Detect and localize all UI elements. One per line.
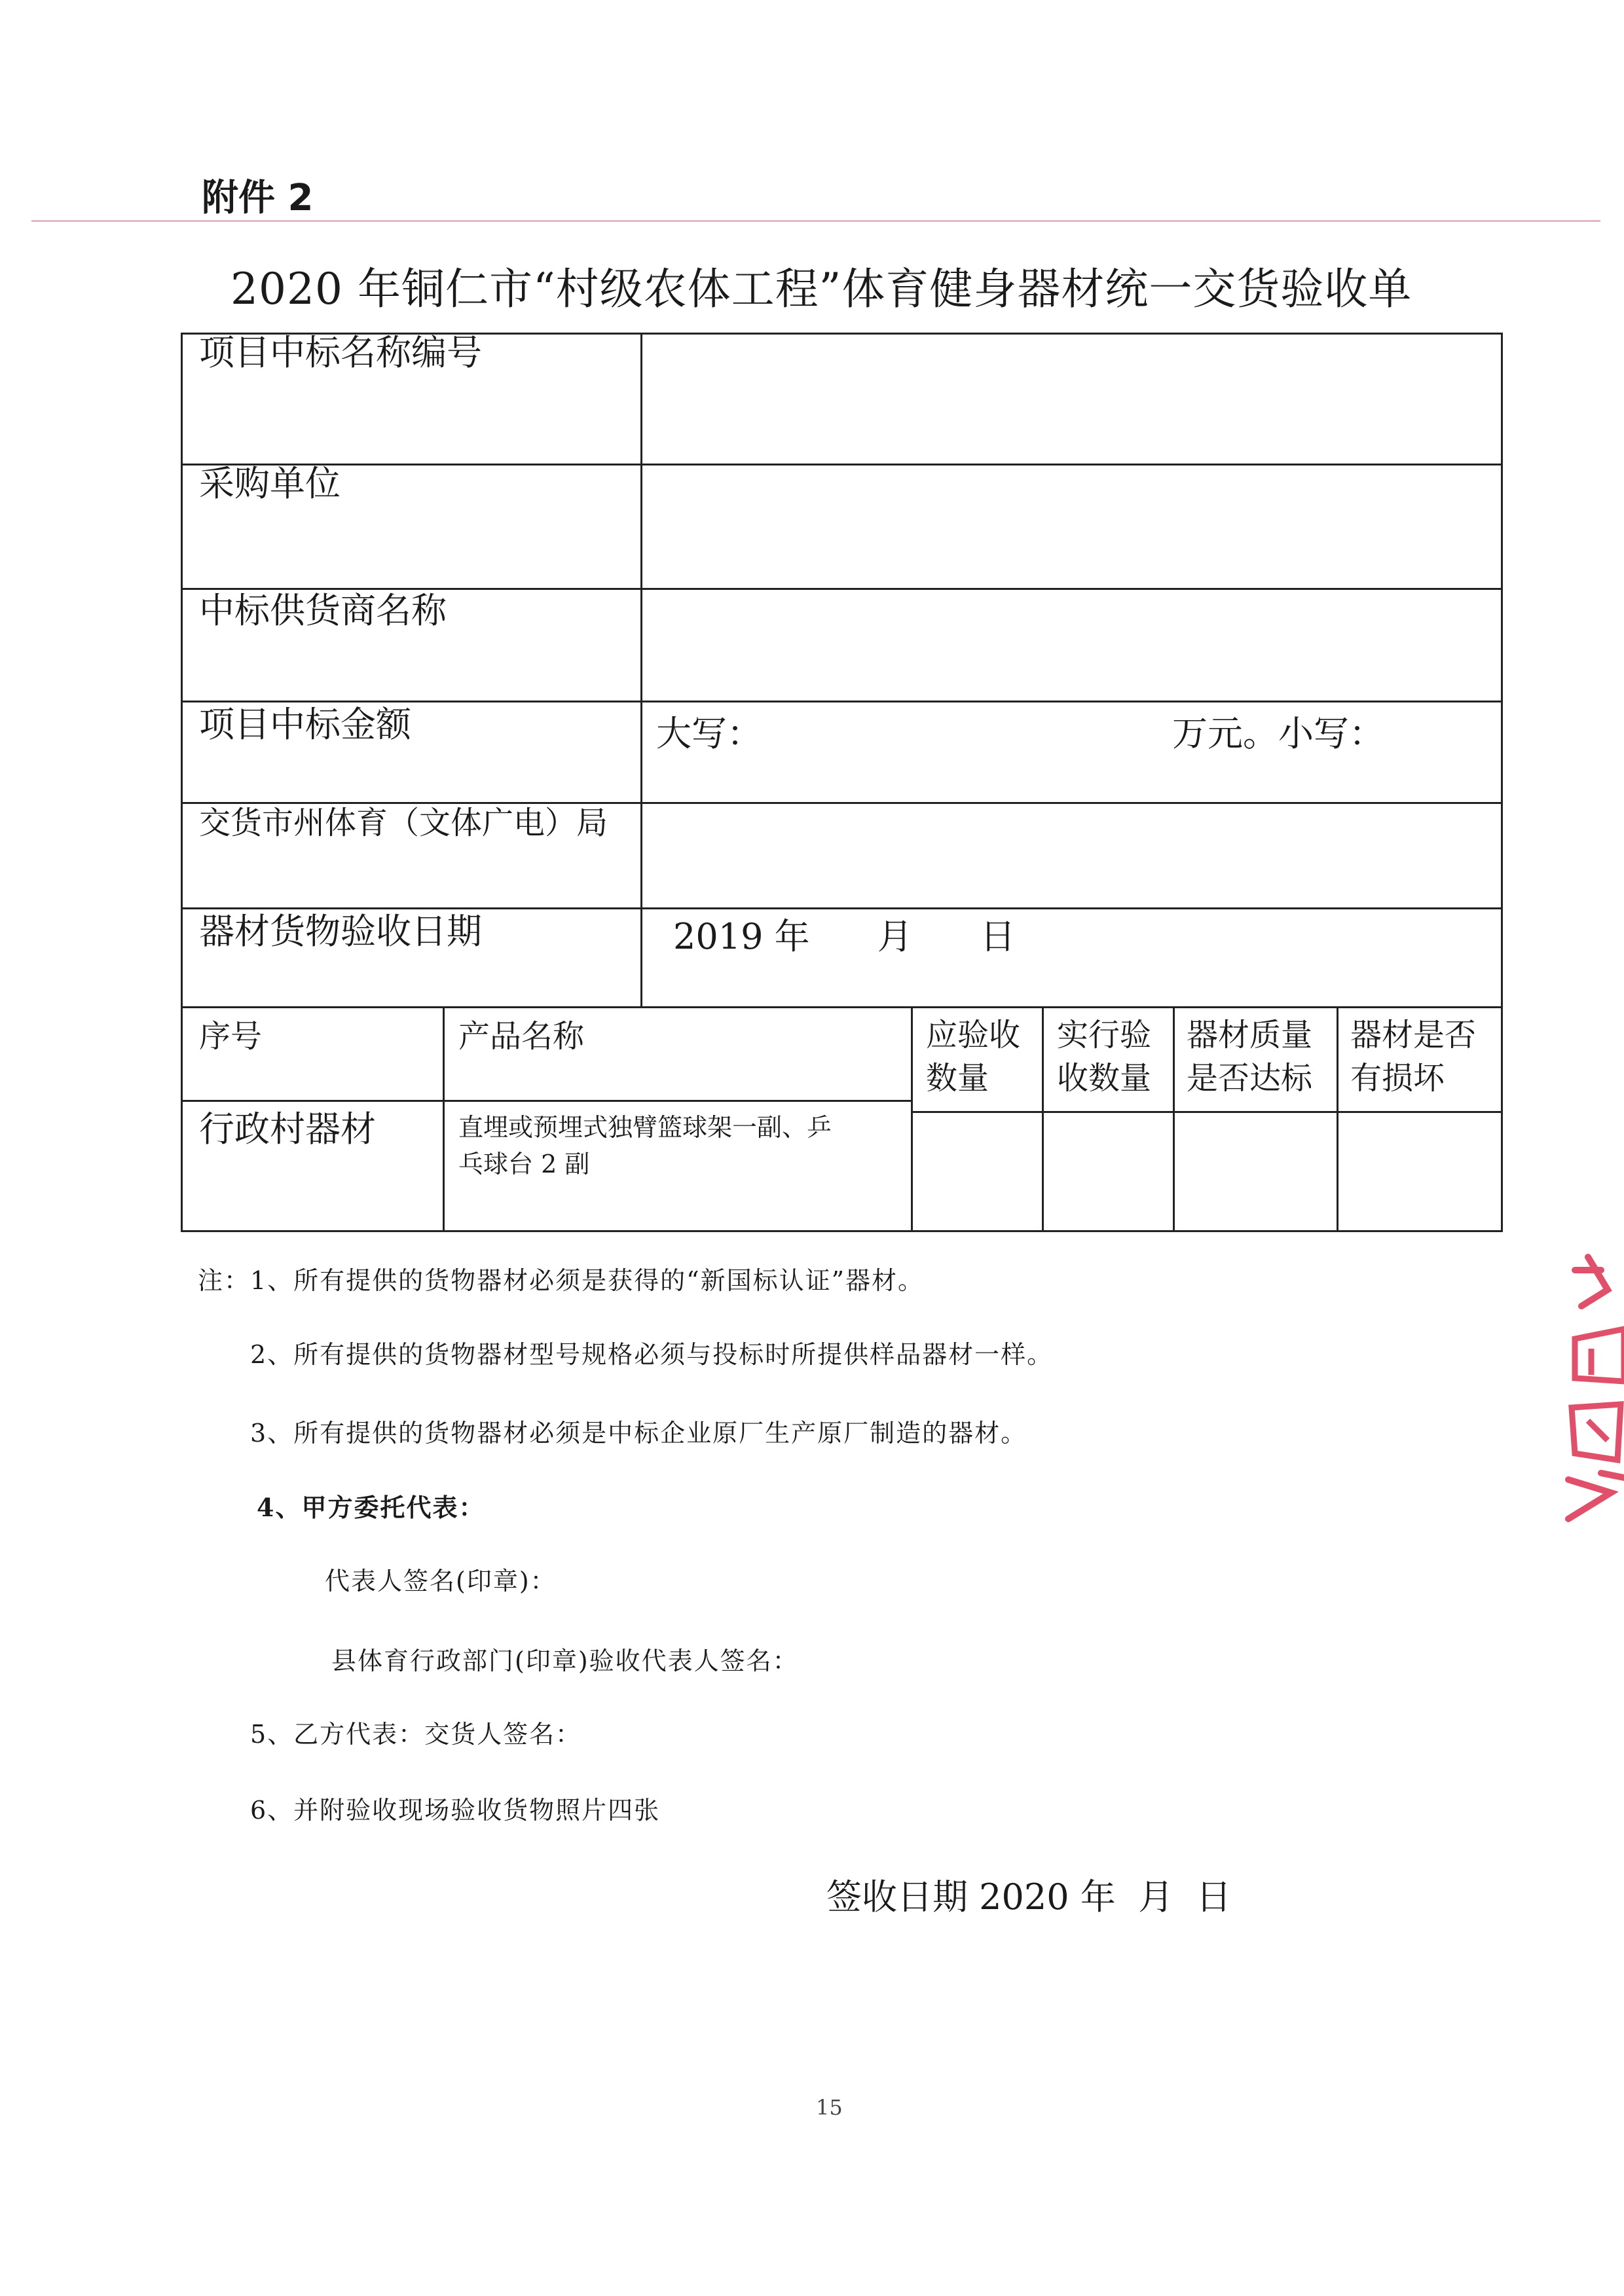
- value-amount-in-words-label: 大写：: [656, 713, 762, 754]
- label-purchasing-unit: 采购单位: [199, 463, 341, 504]
- header-expected-qty: 应验收 数量: [926, 1017, 1021, 1097]
- note-4: 4、甲方委托代表：: [257, 1493, 485, 1522]
- value-amount-in-figures-label: 万元。小写：: [1172, 713, 1384, 754]
- official-seal-fragment: [1562, 1244, 1624, 1532]
- attachment-label: 附件 2: [202, 177, 314, 219]
- header-actual-qty: 实行验 收数量: [1057, 1017, 1152, 1097]
- note-4-representative-signature: 代表人签名(印章)：: [325, 1567, 557, 1595]
- value-acceptance-date: 2019 年 月 日: [673, 916, 1016, 957]
- note-3: 3、所有提供的货物器材必须是中标企业原厂生产原厂制造的器材。: [250, 1419, 1027, 1448]
- label-bid-amount: 项目中标金额: [199, 704, 411, 745]
- label-delivery-bureau: 交货市州体育（文体广电）局: [199, 805, 608, 841]
- note-1: 注：1、所有提供的货物器材必须是获得的“新国标认证”器材。: [198, 1266, 925, 1295]
- document-title: 2020 年铜仁市“村级农体工程”体育健身器材统一交货验收单: [231, 264, 1412, 314]
- item-seq: 行政村器材: [199, 1108, 376, 1150]
- note-6: 6、并附验收现场验收货物照片四张: [250, 1796, 661, 1825]
- label-supplier-name: 中标供货商名称: [199, 590, 447, 631]
- header-seq: 序号: [199, 1018, 263, 1055]
- header-damaged: 器材是否 有损坏: [1350, 1017, 1477, 1097]
- label-project-bid-number: 项目中标名称编号: [199, 332, 482, 373]
- sign-date: 签收日期 2020 年 月 日: [826, 1876, 1232, 1918]
- item-product-name: 直埋或预埋式独臂篮球架一副、乒 乓球台 2 副: [458, 1113, 832, 1178]
- page-number: 15: [816, 2095, 843, 2120]
- note-4-county-signature: 县体育行政部门(印章)验收代表人签名：: [331, 1647, 799, 1675]
- note-5: 5、乙方代表：交货人签名：: [250, 1720, 582, 1749]
- header-quality-ok: 器材质量 是否达标: [1187, 1017, 1313, 1097]
- label-acceptance-date: 器材货物验收日期: [199, 911, 482, 952]
- note-2: 2、所有提供的货物器材型号规格必须与投标时所提供样品器材一样。: [250, 1340, 1054, 1369]
- header-product-name: 产品名称: [458, 1018, 585, 1055]
